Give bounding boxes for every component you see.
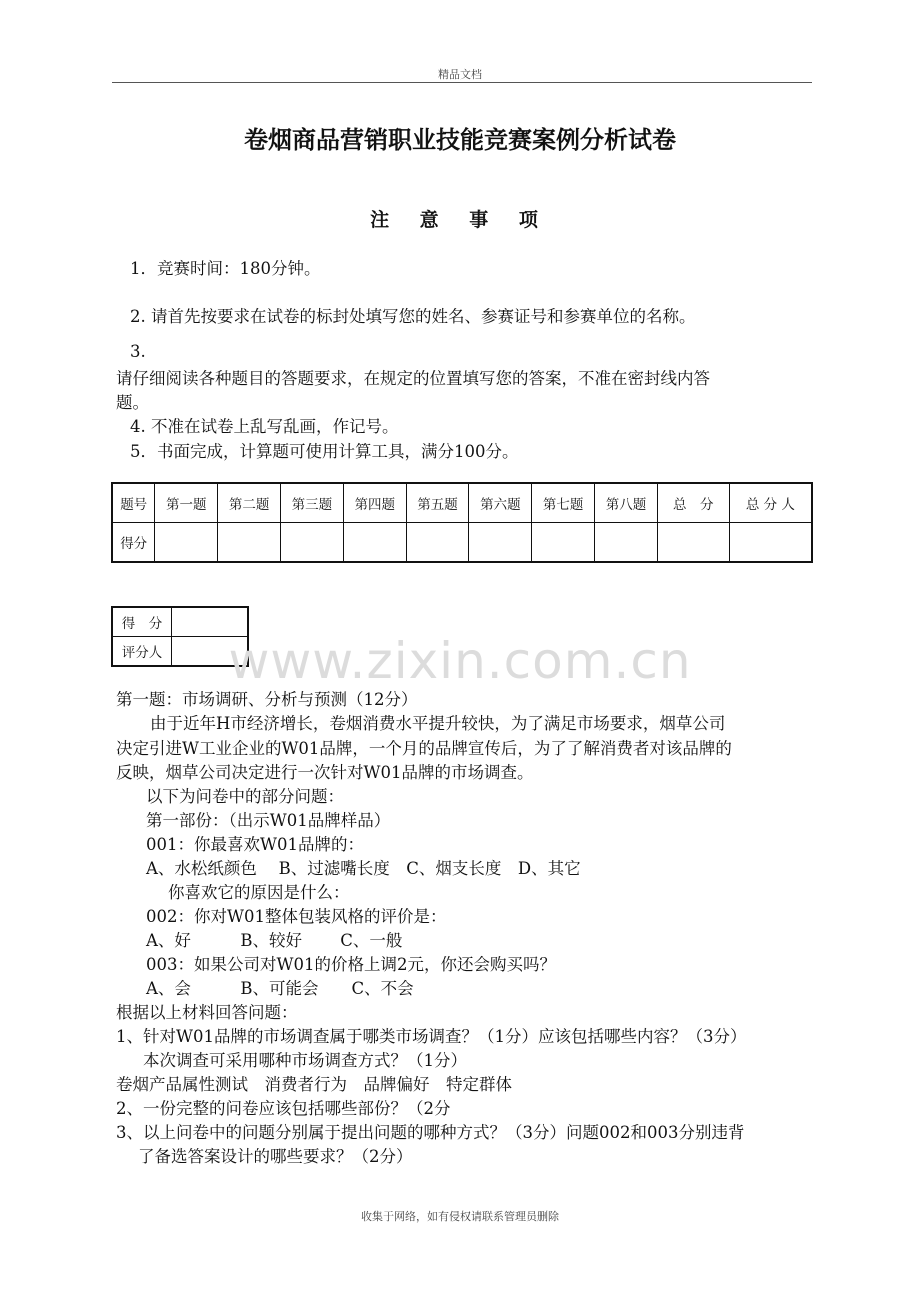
survey-question: 你喜欢它的原因是什么： bbox=[168, 883, 350, 902]
table-row-label: 评分人 bbox=[112, 637, 171, 667]
questionnaire-intro: 以下为问卷中的部分问题： bbox=[146, 787, 344, 806]
instruction-line: 根据以上材料回答问题： bbox=[116, 1003, 298, 1022]
header-divider bbox=[112, 82, 812, 83]
note-4: 4. 不准在试卷上乱写乱画，作记号。 bbox=[130, 417, 399, 436]
note-3-text-cont: 题。 bbox=[116, 393, 149, 412]
page-header: 精品文档 bbox=[438, 68, 482, 81]
note-3-number: 3. bbox=[130, 342, 146, 361]
score-cell[interactable] bbox=[218, 523, 281, 563]
score-cell[interactable] bbox=[657, 523, 729, 563]
survey-options: A、好 B、较好 C、一般 bbox=[146, 931, 403, 950]
survey-question: 003：如果公司对W01的价格上调2元，你还会购买吗？ bbox=[146, 955, 556, 974]
survey-options: A、会 B、可能会 C、不会 bbox=[146, 979, 414, 998]
score-table-header-row bbox=[112, 483, 812, 523]
score-cell[interactable] bbox=[469, 523, 532, 563]
score-cell[interactable] bbox=[729, 523, 812, 563]
question-1-heading: 第一题：市场调研、分析与预测（12分） bbox=[116, 690, 418, 709]
table-header-cell: 第四题 bbox=[343, 483, 406, 523]
task-question: 3、以上问卷中的问题分别属于提出问题的哪种方式？（3分）问题002和003分别违背 bbox=[116, 1123, 745, 1142]
case-paragraph-line: 决定引进W工业企业的W01品牌，一个月的品牌宣传后，为了了解消费者对该品牌的 bbox=[116, 739, 732, 758]
table-header-cell: 第七题 bbox=[532, 483, 595, 523]
task-question-cont: 了备选答案设计的哪些要求？（2分） bbox=[138, 1147, 413, 1166]
score-cell[interactable] bbox=[281, 523, 344, 563]
note-2: 2. 请首先按要求在试卷的标封处填写您的姓名、参赛证号和参赛单位的名称。 bbox=[130, 307, 696, 326]
table-header-cell: 第八题 bbox=[595, 483, 658, 523]
table-row-label: 得 分 bbox=[112, 607, 171, 637]
score-cell[interactable] bbox=[595, 523, 658, 563]
note-3-text: 请仔细阅读各种题目的答题要求，在规定的位置填写您的答案，不准在密封线内答 bbox=[116, 369, 710, 388]
score-table bbox=[111, 482, 813, 563]
task-question-cont: 本次调查可采用哪种市场调查方式？（1分） bbox=[143, 1051, 467, 1070]
table-header-cell: 第六题 bbox=[469, 483, 532, 523]
page-footer: 收集于网络，如有侵权请联系管理员删除 bbox=[361, 1210, 559, 1223]
score-cell[interactable] bbox=[406, 523, 469, 563]
survey-question: 001：你最喜欢W01品牌的： bbox=[146, 835, 364, 854]
watermark: www.zixin.com.cn bbox=[228, 632, 692, 690]
task-question: 2、一份完整的问卷应该包括哪些部份？（2分 bbox=[116, 1099, 451, 1118]
case-paragraph-line: 由于近年H市经济增长，卷烟消费水平提升较快，为了满足市场要求，烟草公司 bbox=[150, 714, 726, 733]
survey-options: A、水松纸颜色 B、过滤嘴长度 C、烟支长度 D、其它 bbox=[146, 859, 581, 878]
table-header-cell: 总 分 人 bbox=[729, 483, 812, 523]
task-question: 1、针对W01品牌的市场调查属于哪类市场调查？（1分）应该包括哪些内容？（3分） bbox=[116, 1027, 747, 1046]
document-title: 卷烟商品营销职业技能竞赛案例分析试卷 bbox=[244, 126, 676, 154]
survey-question: 002：你对W01整体包装风格的评价是： bbox=[146, 907, 447, 926]
table-header-cell: 总 分 bbox=[657, 483, 729, 523]
table-header-cell: 第二题 bbox=[218, 483, 281, 523]
table-header-cell: 第五题 bbox=[406, 483, 469, 523]
table-header-cell: 第一题 bbox=[155, 483, 218, 523]
case-paragraph-line: 反映，烟草公司决定进行一次针对W01品牌的市场调查。 bbox=[116, 763, 534, 782]
table-header-cell: 第三题 bbox=[281, 483, 344, 523]
answer-keywords: 卷烟产品属性测试 消费者行为 品牌偏好 特定群体 bbox=[116, 1075, 512, 1094]
score-cell[interactable] bbox=[343, 523, 406, 563]
score-table-score-row bbox=[112, 523, 812, 563]
note-5: 5．书面完成，计算题可使用计算工具，满分100分。 bbox=[130, 442, 519, 461]
score-cell[interactable] bbox=[155, 523, 218, 563]
score-cell[interactable] bbox=[532, 523, 595, 563]
questionnaire-part: 第一部份：（出示W01品牌样品） bbox=[146, 811, 391, 830]
table-row-label: 得分 bbox=[112, 523, 155, 563]
note-1: 1．竞赛时间：180分钟。 bbox=[130, 259, 321, 278]
notes-heading: 注 意 事 项 bbox=[370, 209, 550, 231]
table-header-cell: 题号 bbox=[112, 483, 155, 523]
